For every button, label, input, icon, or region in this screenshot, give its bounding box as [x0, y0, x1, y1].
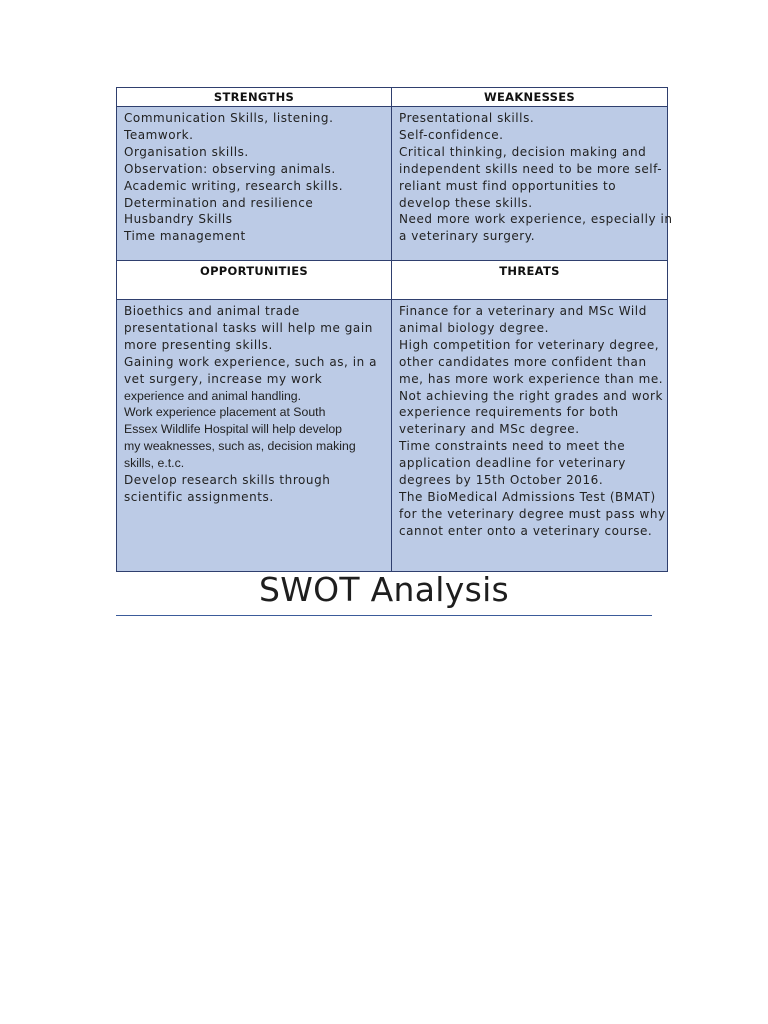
strengths-line: Observation: observing animals. [124, 161, 336, 176]
swot-table [116, 87, 673, 572]
weaknesses-line: Self-confidence. [399, 127, 504, 142]
threats-line: Not achieving the right grades and work [399, 388, 663, 403]
weaknesses-line: Need more work experience, especially in [399, 212, 673, 227]
opportunities-line: presentational tasks will help me gain [124, 320, 373, 335]
threats-heading: THREATS [392, 261, 668, 300]
strengths-cell [117, 107, 392, 261]
strengths-line: Time management [124, 229, 246, 244]
strengths-line: Organisation skills. [124, 144, 249, 159]
opportunities-heading: OPPORTUNITIES [117, 261, 392, 300]
weaknesses-line: develop these skills. [399, 195, 533, 210]
weaknesses-line: Critical thinking, decision making and [399, 144, 647, 159]
strengths-line: Academic writing, research skills. [124, 178, 344, 193]
weaknesses-line: reliant must find opportunities to [399, 178, 617, 193]
threats-line: experience requirements for both [399, 405, 619, 420]
weaknesses-line: independent skills need to be more self- [399, 161, 663, 176]
threats-line: other candidates more confident than [399, 354, 647, 369]
strengths-line: Communication Skills, listening. [124, 111, 334, 125]
opportunities-line: vet surgery, increase my work [124, 371, 323, 386]
threats-line: me, has more work experience than me. [399, 371, 664, 386]
opportunities-line: Work experience placement at South [124, 405, 326, 420]
threats-line: animal biology degree. [399, 320, 549, 335]
threats-line: application deadline for veterinary [399, 456, 626, 471]
weaknesses-cell [392, 107, 673, 261]
opportunities-line: Bioethics and animal trade [124, 304, 300, 318]
threats-line: degrees by 15th October 2016. [399, 473, 604, 488]
opportunities-line: more presenting skills. [124, 337, 273, 352]
opportunities-line: skills, e.t.c. [124, 456, 185, 471]
threats-line: cannot enter onto a veterinary course. [399, 523, 653, 538]
opportunities-line: experience and animal handling. [124, 388, 302, 403]
threats-line: for the veterinary degree must pass why [399, 506, 666, 521]
threats-line: The BioMedical Admissions Test (BMAT) [399, 489, 656, 504]
opportunities-line: Develop research skills through [124, 473, 331, 488]
opportunities-line: Gaining work experience, such as, in a [124, 354, 378, 369]
title-underline [116, 615, 652, 616]
opportunities-line: scientific assignments. [124, 489, 274, 504]
threats-line: Finance for a veterinary and MSc Wild [399, 304, 647, 318]
page-title: SWOT Analysis [258, 570, 510, 609]
opportunities-line: my weaknesses, such as, decision making [124, 439, 356, 454]
threats-line: veterinary and MSc degree. [399, 422, 580, 437]
opportunities-cell [117, 300, 392, 572]
threats-line: High competition for veterinary degree, [399, 337, 660, 352]
weaknesses-line: Presentational skills. [399, 111, 535, 125]
threats-cell [392, 300, 668, 572]
strengths-line: Determination and resilience [124, 195, 314, 210]
strengths-line: Teamwork. [124, 127, 194, 142]
strengths-line: Husbandry Skills [124, 212, 233, 227]
opportunities-line: Essex Wildlife Hospital will help develop [124, 422, 343, 437]
strengths-heading: STRENGTHS [117, 88, 392, 107]
threats-line: Time constraints need to meet the [399, 439, 626, 454]
weaknesses-heading: WEAKNESSES [392, 88, 668, 107]
weaknesses-line: a veterinary surgery. [399, 229, 536, 244]
